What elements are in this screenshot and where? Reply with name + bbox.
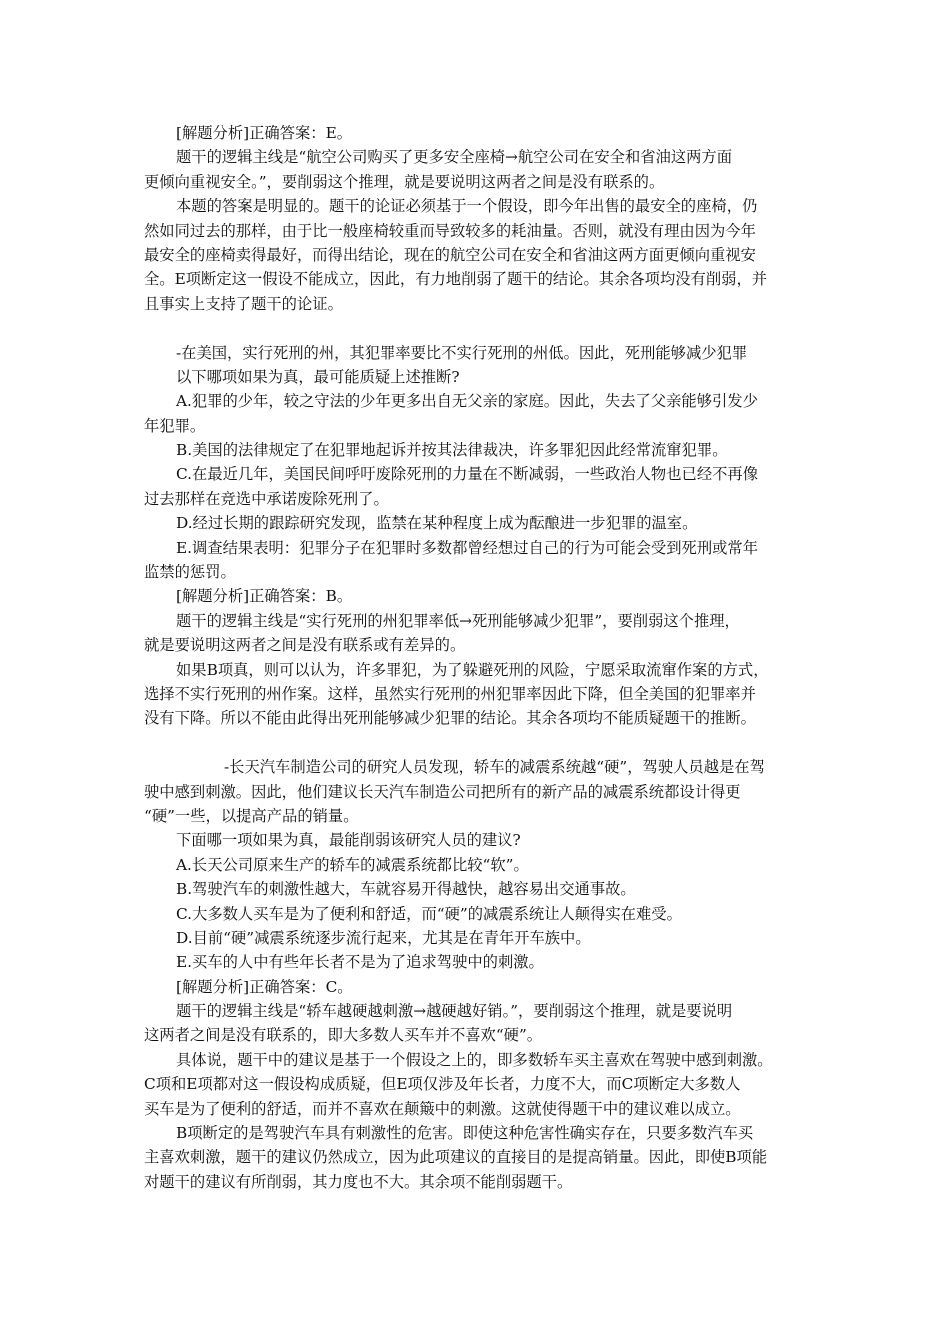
question-stem-continued: 驶中感到刺激。因此，他们建议长天汽车制造公司把所有的新产品的减震系统都设计得更 xyxy=(144,782,741,801)
analysis-paragraph-line: 本题的答案是明显的。题干的论证必须基于一个假设，即今年出售的最安全的座椅，仍 xyxy=(176,197,758,216)
question-stem-continued: “硬”一些，以提高产品的销量。 xyxy=(144,806,359,825)
analysis-paragraph-line: 如果B项真，则可以认为，许多罪犯，为了躲避死刑的风险，宁愿采取流窜作案的方式， xyxy=(176,660,769,679)
option-c: C.在最近几年，美国民间呼吁废除死刑的力量在不断减弱，一些政治人物也已经不再像 xyxy=(176,465,759,484)
option-e-continued: 监禁的惩罚。 xyxy=(144,563,236,582)
option-c: C.大多数人买车是为了便利和舒适，而“硬”的减震系统让人颠得实在难受。 xyxy=(176,904,682,923)
document-page xyxy=(144,121,810,1194)
section-spacer xyxy=(144,316,810,340)
analysis-paragraph-line: 更倾向重视安全。”，要削弱这个推理，就是要说明这两者之间是没有联系的。 xyxy=(144,172,665,191)
analysis-paragraph-line: 题干的逻辑主线是“航空公司购买了更多安全座椅→航空公司在安全和省油这两方面 xyxy=(176,148,733,167)
analysis-paragraph-line: 没有下降。所以不能由此得出死刑能够减少犯罪的结论。其余各项均不能质疑题干的推断。 xyxy=(144,709,756,728)
analysis-paragraph-line: 最安全的座椅卖得最好，而得出结论，现在的航空公司在安全和省油这两方面更倾向重视安 xyxy=(144,245,756,264)
question-stem: -长天汽车制造公司的研究人员发现，轿车的减震系统越“硬”，驾驶人员越是在驾 xyxy=(224,758,765,777)
section-spacer xyxy=(144,731,810,755)
analysis-paragraph-line: 然如同过去的那样，由于比一般座椅较重而导致较多的耗油量。否则，就没有理由因为今年 xyxy=(144,221,756,240)
analysis-paragraph-line: 就是要说明这两者之间是没有联系或有差异的。 xyxy=(144,636,466,655)
analysis-paragraph-line: 这两者之间是没有联系的，即大多数人买车并不喜欢“硬”。 xyxy=(144,1026,543,1045)
analysis-paragraph-line: 全。E项断定这一假设不能成立，因此，有力地削弱了题干的结论。其余各项均没有削弱，并 xyxy=(144,270,768,289)
option-d: D.经过长期的跟踪研究发现，监禁在某种程度上成为酝酿进一步犯罪的温室。 xyxy=(176,514,698,533)
analysis-paragraph-line: 买车是为了便利的舒适，而并不喜欢在颠簸中的刺激。这就使得题干中的建议难以成立。 xyxy=(144,1099,741,1118)
option-b: B.驾驶汽车的刺激性越大，车就容易开得越快，越容易出交通事故。 xyxy=(176,880,636,899)
option-e: E.调查结果表明：犯罪分子在犯罪时多数都曾经想过自己的行为可能会受到死刑或常年 xyxy=(176,538,759,557)
analysis-answer-b: [解题分析]正确答案：B。 xyxy=(176,587,353,606)
analysis-paragraph-line: C项和E项都对这一假设构成质疑，但E项仅涉及年长者，力度不大，而C项断定大多数人 xyxy=(144,1075,741,1094)
option-b: B.美国的法律规定了在犯罪地起诉并按其法律裁决，许多罪犯因此经常流窜犯罪。 xyxy=(176,441,728,460)
option-a: A.长天公司原来生产的轿车的减震系统都比较“软”。 xyxy=(176,855,529,874)
analysis-answer-e: [解题分析]正确答案：E。 xyxy=(176,124,353,142)
analysis-paragraph-line: 具体说，题干中的建议是基于一个假设之上的，即多数轿车买主喜欢在驾驶中感到刺激。 xyxy=(176,1050,773,1069)
option-d: D.目前“硬”减震系统逐步流行起来，尤其是在青年开车族中。 xyxy=(176,928,591,947)
question-stem: -在美国，实行死刑的州，其犯罪率要比不实行死刑的州低。因此，死刑能够减少犯罪 xyxy=(176,343,748,362)
analysis-paragraph-line: 且事实上支持了题干的论证。 xyxy=(144,294,343,313)
analysis-paragraph-line: 主喜欢刺激，题干的建议仍然成立，因为此项建议的直接目的是提高销量。因此，即使B项能 xyxy=(144,1148,768,1167)
analysis-paragraph-line: 题干的逻辑主线是“实行死刑的州犯罪率低→死刑能够减少犯罪”，要削弱这个推理， xyxy=(176,611,740,630)
analysis-answer-c: [解题分析]正确答案：C。 xyxy=(176,977,353,996)
analysis-paragraph-line: B项断定的是驾驶汽车具有刺激性的危害。即使这种危害性确实存在，只要多数汽车买 xyxy=(176,1124,754,1143)
option-a: A.犯罪的少年，较之守法的少年更多出自无父亲的家庭。因此，失去了父亲能够引发少 xyxy=(176,392,758,411)
question-prompt: 下面哪一项如果为真，最能削弱该研究人员的建议? xyxy=(176,831,521,850)
option-c-continued: 过去那样在竞选中承诺废除死刑了。 xyxy=(144,489,389,508)
question-prompt: 以下哪项如果为真，最可能质疑上述推断? xyxy=(176,367,460,386)
analysis-paragraph-line: 题干的逻辑主线是“轿车越硬越刺激→越硬越好销。”，要削弱这个推理，就是要说明 xyxy=(176,1002,733,1021)
analysis-paragraph-line: 对题干的建议有所削弱，其力度也不大。其余项不能削弱题干。 xyxy=(144,1172,573,1191)
option-e: E.买车的人中有些年长者不是为了追求驾驶中的刺激。 xyxy=(176,953,544,972)
option-a-continued: 年犯罪。 xyxy=(144,416,206,435)
analysis-paragraph-line: 选择不实行死刑的州作案。这样，虽然实行死刑的州犯罪率因此下降，但全美国的犯罪率并 xyxy=(144,684,756,703)
